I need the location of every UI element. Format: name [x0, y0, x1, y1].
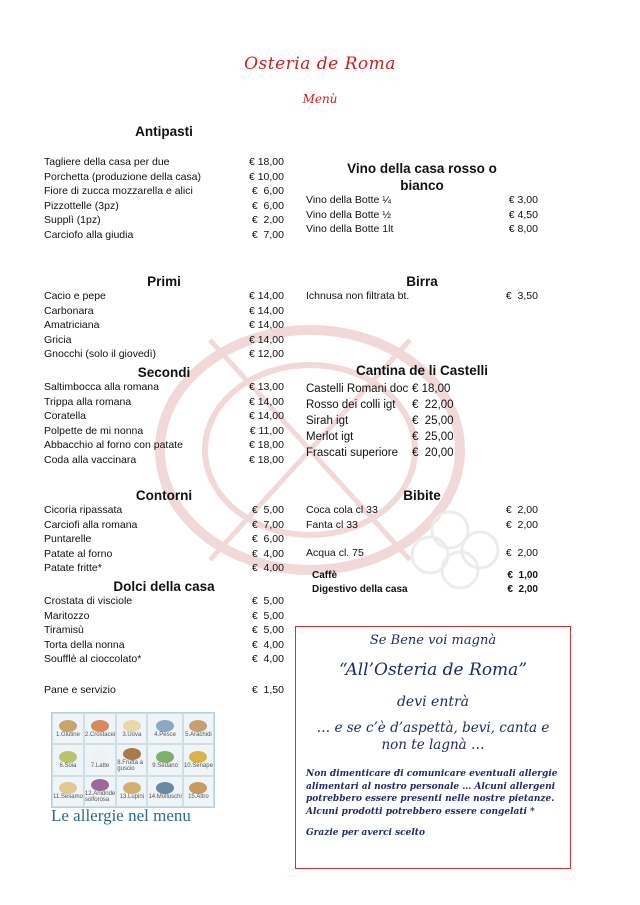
menu-item-row [44, 453, 284, 468]
item-name: Merlot igt [306, 431, 354, 443]
item-price: € 20,00 [412, 447, 454, 459]
item-name: Porchetta (produzione della casa) [44, 170, 202, 183]
item-price: € 12,00 [248, 348, 284, 360]
allergy-chart-image [51, 712, 215, 808]
menu-item-row [44, 518, 284, 533]
allergy-label: 13.Lupini [119, 794, 145, 801]
item-name: Fanta cl 33 [306, 518, 358, 531]
gluten-icon [156, 782, 174, 794]
allergy-cell [183, 713, 214, 744]
item-price: € 1,00 [507, 569, 538, 581]
item-name: Rosso dei colli igt [306, 399, 396, 411]
menu-item-row [44, 561, 284, 576]
item-price: € 7,00 [251, 518, 284, 531]
item-price: € 18,00 [248, 453, 284, 466]
item-price: € 14,00 [248, 304, 284, 317]
menu-item-row [44, 333, 284, 348]
item-price: € 6,00 [251, 533, 284, 545]
section-bibite [306, 488, 538, 598]
menu-item-row [44, 347, 284, 362]
item-price: € 4,00 [251, 547, 284, 560]
item-price: € 18,00 [248, 156, 284, 168]
item-name: Maritozzo [44, 609, 90, 622]
menu-subtitle: Menù [302, 92, 338, 106]
section-title: Bibite [403, 488, 441, 503]
item-name: Coda alla vaccinara [44, 453, 137, 466]
allergy-cell [116, 713, 147, 744]
motto-line-4: … e se c’è d’aspettà, bevi, canta e non te lagnà … [316, 720, 550, 753]
lupin-icon [156, 751, 174, 763]
menu-item-row [306, 413, 496, 429]
allergy-cell [183, 744, 214, 775]
allergy-label: 7.Latte [90, 762, 110, 769]
item-name: Puntarelle [44, 533, 92, 545]
item-price: € 14,00 [248, 410, 284, 422]
mollusc-icon [123, 782, 141, 794]
item-name: Polpette de mi nonna [44, 424, 144, 437]
item-name: Frascati superiore [306, 447, 399, 459]
menu-item-row [306, 381, 496, 397]
egg-icon [123, 748, 141, 760]
item-price: € 18,00 [248, 439, 284, 451]
fish-icon [189, 720, 207, 732]
allergy-cell [84, 776, 116, 807]
allergy-label: 11.Sesamo [53, 794, 83, 801]
menu-item-row [44, 609, 284, 624]
allergy-cell [147, 744, 182, 775]
item-name: Vino della Botte 1lt [306, 223, 394, 235]
item-price: € 2,00 [505, 518, 538, 531]
allergy-label: 6.Soia [59, 762, 77, 769]
allergy-label: 14.Molluschi [148, 794, 182, 801]
section-cantina [306, 363, 538, 461]
item-price: € 14,00 [248, 333, 284, 346]
menu-item-row [44, 380, 284, 395]
section-title: Dolci della casa [113, 579, 215, 594]
menu-item-row [312, 569, 538, 584]
allergy-cell [52, 713, 84, 744]
item-price: € 14,00 [248, 290, 284, 302]
item-price: € 2,00 [507, 584, 538, 595]
menu-item-row [44, 652, 284, 667]
allergy-label: 4.Pesce [154, 731, 176, 738]
menu-item-row [44, 184, 284, 199]
item-price: € 14,00 [248, 395, 284, 408]
menu-item-row [44, 289, 284, 304]
sesame-icon [59, 782, 77, 794]
menu-item-row [44, 424, 284, 439]
menu-item-row [306, 546, 538, 561]
allergy-label: 8.Frutta a guscio [117, 759, 143, 772]
menu-item-row [44, 228, 284, 243]
peanut-icon [59, 751, 77, 763]
section-birra [306, 274, 538, 304]
section-vino [306, 161, 538, 237]
allergy-cell [183, 776, 214, 807]
item-price: € 4,50 [508, 208, 538, 221]
sulphite-icon [91, 779, 109, 791]
allergy-label: 1.Glutine [55, 731, 80, 738]
item-price: € 25,00 [412, 431, 454, 443]
menu-item-row [306, 208, 538, 223]
menu-item-row [44, 318, 284, 333]
section-primi [44, 274, 284, 362]
section-title: Secondi [137, 365, 191, 380]
item-price: € 18,00 [412, 383, 451, 395]
item-name: Soufflè al cioccolato* [44, 653, 142, 665]
section-title-line2: bianco [400, 178, 444, 193]
allergy-label: 15.Altro [188, 794, 209, 801]
item-name: Amatriciana [44, 319, 100, 331]
item-name: Tiramisù [44, 624, 84, 636]
item-name: Patate al forno [44, 547, 113, 560]
menu-item-row [44, 409, 284, 424]
item-name: Carbonara [44, 304, 94, 317]
item-name: Gnocchi (solo il giovedì) [44, 348, 157, 360]
menu-item-row [44, 395, 284, 410]
item-price: € 25,00 [412, 415, 454, 427]
item-price: € 22,00 [412, 399, 454, 411]
allergy-cell [52, 744, 84, 775]
menu-item-row [44, 547, 284, 562]
celery-icon [59, 720, 77, 732]
item-name: Pizzottelle (3pz) [44, 199, 119, 212]
menu-item-row [44, 170, 284, 185]
section-antipasti [44, 124, 284, 242]
section-title: Birra [406, 274, 438, 289]
menu-item-row [44, 532, 284, 547]
item-name: Vino della Botte ¼ [306, 194, 392, 206]
allergy-cell [84, 744, 116, 775]
menu-item-row [44, 304, 284, 319]
item-name: Fiore di zucca mozzarella e alici [44, 185, 193, 197]
item-name: Sirah igt [306, 415, 349, 427]
allergy-label: 9.Sedano [152, 762, 178, 769]
item-price: € 13,00 [248, 381, 284, 393]
item-name: Supplì (1pz) [44, 214, 101, 226]
item-name: Tagliere della casa per due [44, 156, 170, 168]
item-name: Acqua cl. 75 [306, 547, 364, 559]
item-price: € 3,00 [508, 194, 538, 206]
item-name: Cacio e pepe [44, 290, 106, 302]
allergy-label: 12.Anidride solforosa [84, 791, 116, 804]
motto-line-2: “All’Osteria de Roma” [338, 660, 528, 680]
allergy-cell [116, 776, 147, 807]
allergy-label: 3.Uova [122, 731, 142, 738]
section-contorni [44, 488, 284, 576]
item-price: € 4,00 [251, 653, 284, 665]
item-name: Castelli Romani doc [306, 383, 409, 395]
item-price: € 5,00 [251, 624, 284, 636]
menu-item-row [306, 445, 496, 461]
menu-item-row [312, 583, 538, 598]
item-price: € 4,00 [251, 638, 284, 651]
item-name: Caffè [312, 569, 338, 581]
item-price: € 10,00 [248, 170, 284, 183]
motto-line-3: devi entrà [396, 694, 470, 710]
menu-item-row [306, 193, 538, 208]
pane-e-servizio-row [44, 683, 284, 698]
motto-box [295, 626, 571, 869]
item-price: € 2,00 [505, 504, 538, 516]
allergy-cell [116, 744, 147, 775]
section-title: Primi [147, 274, 181, 289]
item-name: Pane e servizio [44, 684, 116, 696]
motto-line-1: Se Bene voi magnà [369, 633, 497, 648]
item-name: Torta della nonna [44, 638, 125, 651]
menu-item-row [44, 594, 284, 609]
item-name: Trippa alla romana [44, 395, 132, 408]
menu-item-row [44, 503, 284, 518]
item-name: Crostata di visciole [44, 595, 133, 607]
item-price: € 7,00 [251, 228, 284, 241]
allergy-cell [52, 776, 84, 807]
thanks-note: Grazie per averci scelto [306, 828, 425, 838]
item-name: Coratella [44, 410, 87, 422]
allergy-label: 2.Crostacei [84, 731, 116, 738]
bread-icon [189, 782, 207, 794]
allergy-label: 10.Senape [183, 762, 213, 769]
menu-item-row [44, 638, 284, 653]
section-secondi [44, 365, 284, 467]
item-name: Ichnusa non filtrata bt. [306, 290, 410, 302]
item-price: € 5,00 [251, 595, 284, 607]
item-price: € 2,00 [505, 547, 538, 559]
soy-icon [91, 751, 109, 763]
item-name: Digestivo della casa [312, 584, 408, 595]
section-title: Antipasti [135, 124, 193, 139]
item-name: Abbacchio al forno con patate [44, 439, 183, 451]
section-dolci [44, 579, 284, 667]
item-price: € 14,00 [248, 319, 284, 331]
item-name: Coca cola cl 33 [306, 504, 378, 516]
menu-item-row [306, 222, 538, 237]
item-price: € 6,00 [251, 185, 284, 197]
menu-item-row [44, 623, 284, 638]
item-price: € 5,00 [251, 609, 284, 622]
allergy-cell [147, 713, 182, 744]
allergy-label: 5.Arachidi [185, 731, 212, 738]
menu-item-row [44, 199, 284, 214]
item-price: € 3,50 [505, 290, 538, 302]
item-price: € 4,00 [251, 562, 284, 574]
allergy-cell [84, 713, 116, 744]
item-name: Patate fritte* [44, 562, 102, 574]
allergy-note: Non dimenticare di comunicare eventuali allergie alimentari al nostro personale … Alcuni allergeni potrebbero essere presenti nelle nostre pietanze. Alcuni prodotti potrebbero essere congelati * [306, 769, 558, 817]
item-name: Saltimbocca alla romana [44, 381, 159, 393]
section-title: Cantina de li Castelli [355, 363, 489, 378]
menu-item-row [306, 289, 538, 304]
menu-item-row [306, 503, 538, 518]
section-title-line1: Vino della casa rosso o [347, 161, 497, 176]
menu-item-row [306, 397, 496, 413]
item-name: Carciofi alla romana [44, 518, 138, 531]
item-name: Carciofo alla giudia [44, 228, 134, 241]
allergy-cell [147, 776, 182, 807]
crustacean-icon [91, 720, 109, 732]
menu-item-row [44, 155, 284, 170]
item-price: € 6,00 [251, 199, 284, 212]
item-price: € 5,00 [251, 504, 284, 516]
mustard-icon [189, 751, 207, 763]
menu-item-row [306, 429, 496, 445]
item-price: € 2,00 [251, 214, 284, 226]
section-title: Contorni [135, 488, 193, 503]
item-price: € 1,50 [251, 684, 284, 696]
menu-item-row [306, 518, 538, 533]
item-name: Cicoria ripassata [44, 504, 123, 516]
item-name: Gricia [44, 333, 72, 346]
allergy-caption: Le allergie nel menu [51, 806, 191, 825]
restaurant-title: Osteria de Roma [244, 54, 396, 74]
menu-item-row [44, 213, 284, 228]
item-price: € 11,00 [249, 424, 284, 437]
item-price: € 8,00 [508, 223, 538, 235]
nuts-icon [156, 720, 174, 732]
item-name: Vino della Botte ½ [306, 208, 392, 221]
menu-item-row [44, 438, 284, 453]
milk-icon [123, 720, 141, 732]
